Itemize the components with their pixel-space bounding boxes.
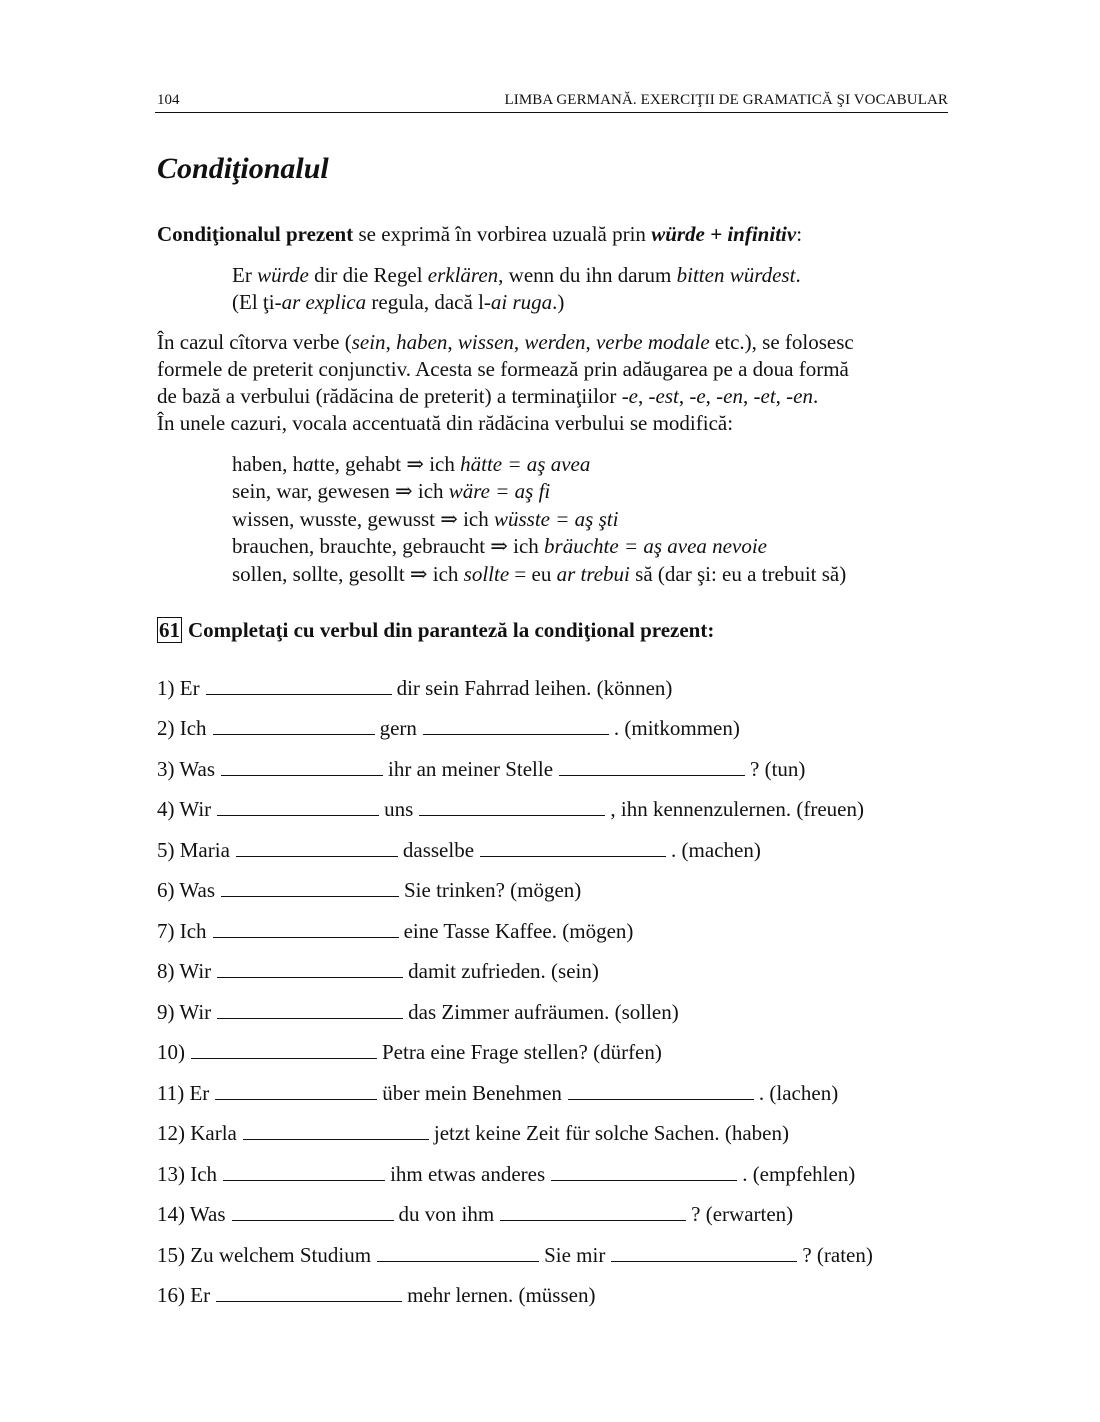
exercise-instruction: Completaţi cu verbul din paranteză la condiţional prezent:: [188, 618, 715, 642]
example-romanian: (El ţi-ar explica regula, dacă l-ai ruga.): [232, 290, 565, 314]
exercise-item: 9) Wir das Zimmer aufräumen. (sollen): [157, 1000, 679, 1024]
blank-field[interactable]: [559, 757, 745, 776]
exercise-item: 15) Zu welchem Studium Sie mir ? (raten): [157, 1243, 873, 1267]
blank-field[interactable]: [217, 797, 379, 816]
example-german: Er würde dir die Regel erklären, wenn du ihn darum bitten würdest.: [232, 263, 801, 287]
exercise-heading: [157, 617, 714, 644]
exercise-item: 8) Wir damit zufrieden. (sein): [157, 959, 599, 983]
blank-field[interactable]: [500, 1202, 686, 1221]
intro-line: Condiţionalul prezent se exprimă în vorbirea uzuală prin würde + infinitiv:: [157, 222, 803, 246]
blank-field[interactable]: [611, 1243, 797, 1262]
blank-field[interactable]: [423, 716, 609, 735]
exercise-item: 2) Ich gern . (mitkommen): [157, 716, 740, 740]
verb-form-line: wissen, wusste, gewusst ⇒ ich wüsste = aş şti: [232, 507, 619, 531]
exercise-item: 4) Wir uns , ihn kennenzulernen. (freuen): [157, 797, 864, 821]
blank-field[interactable]: [191, 1040, 377, 1059]
blank-field[interactable]: [480, 838, 666, 857]
exercise-item: 16) Er mehr lernen. (müssen): [157, 1283, 596, 1307]
verb-form-line: sein, war, gewesen ⇒ ich wäre = aş fi: [232, 479, 551, 503]
section-title: Condiţionalul: [157, 152, 329, 185]
exercise-item: 11) Er über mein Benehmen . (lachen): [157, 1081, 839, 1105]
blank-field[interactable]: [243, 1121, 429, 1140]
exercise-item: 1) Er dir sein Fahrrad leihen. (können): [157, 676, 673, 700]
blank-field[interactable]: [213, 919, 399, 938]
blank-field[interactable]: [236, 838, 398, 857]
exercise-item: 10) Petra eine Frage stellen? (dürfen): [157, 1040, 662, 1064]
blank-field[interactable]: [377, 1243, 539, 1262]
blank-field[interactable]: [221, 757, 383, 776]
verb-form-line: sollen, sollte, gesollt ⇒ ich sollte = eu ar trebui să (dar şi: eu a trebuit să): [232, 562, 847, 586]
page-header: [155, 90, 948, 113]
blank-field[interactable]: [213, 716, 375, 735]
verb-form-line: haben, hatte, gehabt ⇒ ich hätte = aş avea: [232, 452, 591, 476]
blank-field[interactable]: [216, 1283, 402, 1302]
exercise-item: 3) Was ihr an meiner Stelle ? (tun): [157, 757, 806, 781]
exercise-item: 13) Ich ihm etwas anderes . (empfehlen): [157, 1162, 856, 1186]
blank-field[interactable]: [419, 797, 605, 816]
exercise-item: 5) Maria dasselbe . (machen): [157, 838, 761, 862]
blank-field[interactable]: [551, 1162, 737, 1181]
exercise-number: 61: [159, 618, 180, 642]
blank-field[interactable]: [215, 1081, 377, 1100]
exercise-item: 6) Was Sie trinken? (mögen): [157, 878, 582, 902]
page-number: 104: [157, 92, 180, 108]
blank-field[interactable]: [223, 1162, 385, 1181]
blank-field[interactable]: [206, 676, 392, 695]
paragraph-line-3: de bază a verbului (rădăcina de preterit) a terminaţiilor -e, -est, -e, -en, -et, -en.: [157, 384, 819, 408]
exercise-item: 7) Ich eine Tasse Kaffee. (mögen): [157, 919, 634, 943]
paragraph-line-4: În unele cazuri, vocala accentuată din rădăcina verbului se modifică:: [157, 411, 734, 435]
running-title: LIMBA GERMANĂ. EXERCIŢII DE GRAMATICĂ ŞI VOCABULAR: [504, 92, 948, 108]
paragraph-line-1: În cazul cîtorva verbe (sein, haben, wissen, werden, verbe modale etc.), se folosesc: [157, 330, 854, 354]
blank-field[interactable]: [217, 1000, 403, 1019]
verb-form-line: brauchen, brauchte, gebraucht ⇒ ich bräuchte = aş avea nevoie: [232, 534, 767, 558]
blank-field[interactable]: [232, 1202, 394, 1221]
exercise-item: 14) Was du von ihm ? (erwarten): [157, 1202, 794, 1226]
blank-field[interactable]: [221, 878, 399, 897]
blank-field[interactable]: [217, 959, 403, 978]
blank-field[interactable]: [568, 1081, 754, 1100]
exercise-item: 12) Karla jetzt keine Zeit für solche Sachen. (haben): [157, 1121, 789, 1145]
paragraph-line-2: formele de preterit conjunctiv. Acesta se formează prin adăugarea pe a doua formă: [157, 357, 849, 381]
